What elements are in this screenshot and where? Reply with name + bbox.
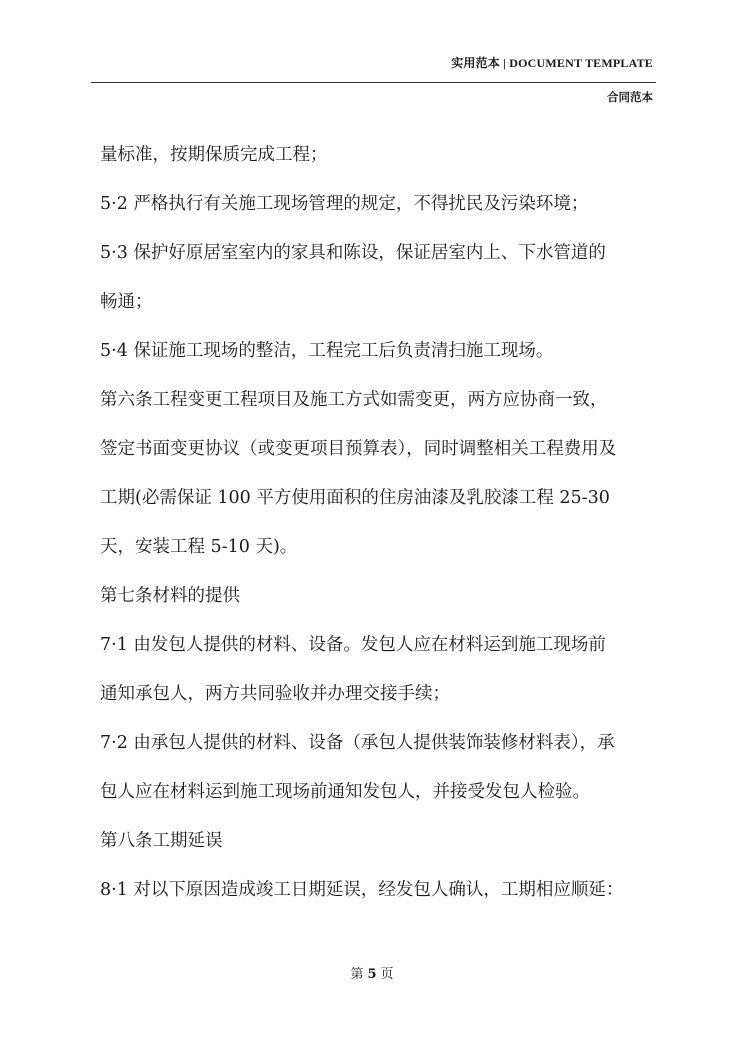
body-line: 签定书面变更协议（或变更项目预算表），同时调整相关工程费用及	[100, 439, 617, 459]
page-prefix: 第	[350, 967, 364, 982]
body-line: 8·1 对以下原因造成竣工日期延误，经发包人确认，工期相应顺延：	[100, 880, 624, 900]
body-line: 7·1 由发包人提供的材料、设备。发包人应在材料运到施工现场前	[100, 635, 606, 655]
body-line: 通知承包人，两方共同验收并办理交接手续；	[100, 684, 450, 704]
body-line: 量标准，按期保质完成工程；	[100, 145, 328, 165]
section-heading: 第七条材料的提供	[100, 586, 240, 606]
body-line: 包人应在材料运到施工现场前通知发包人，并接受发包人检验。	[100, 782, 590, 802]
page-footer	[0, 963, 744, 982]
body-line: 天，安装工程 5-10 天)。	[100, 537, 298, 557]
body-line: 第六条工程变更工程项目及施工方式如需变更，两方应协商一致，	[100, 390, 608, 410]
body-line: 5·3 保护好原居室室内的家具和陈设，保证居室内上、下水管道的	[100, 243, 606, 263]
body-line: 工期(必需保证 100 平方使用面积的住房油漆及乳胶漆工程 25-30	[100, 488, 610, 508]
body-line: 5·4 保证施工现场的整洁，工程完工后负责清扫施工现场。	[100, 341, 554, 361]
page-number: 5	[367, 967, 377, 982]
body-line: 5·2 严格执行有关施工现场管理的规定，不得扰民及污染环境；	[100, 194, 589, 214]
body-line: 畅通；	[100, 292, 153, 312]
header-divider	[91, 82, 656, 83]
body-line: 7·2 由承包人提供的材料、设备（承包人提供装饰装修材料表），承	[100, 733, 615, 753]
header-subtitle: 合同范本	[607, 90, 653, 104]
header-title: 实用范本 | DOCUMENT TEMPLATE	[451, 56, 653, 70]
page-suffix: 页	[380, 967, 394, 982]
section-heading: 第八条工期延误	[100, 831, 223, 851]
